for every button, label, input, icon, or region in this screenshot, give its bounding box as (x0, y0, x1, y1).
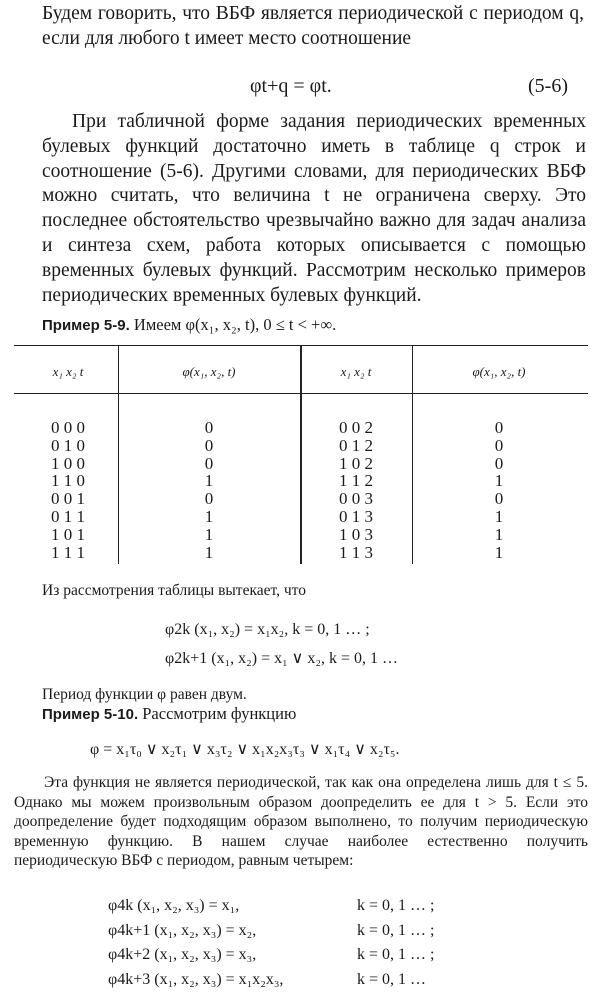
table-cell: 0 (494, 453, 504, 473)
table-cell: 0 1 1 (51, 507, 85, 526)
formula-phi-2k-plus-1: φ2k+1 (x₁, x₂) = x₁ ∨ x₂, k = 0, 1 … (165, 650, 398, 667)
formula-phi-4k-plus-2: φ4k+2 (x₁, x₂, x₃) = x₃, (108, 946, 257, 963)
table-cell: 0 (494, 435, 504, 455)
formula-phi-4k-plus-2-k: k = 0, 1 … ; (357, 946, 435, 963)
table-cell: 0 0 3 (339, 489, 373, 509)
table-cell: 1 (494, 524, 504, 544)
formula-phi-2k: φ2k (x₁, x₂) = x₁x₂, k = 0, 1 … ; (165, 621, 370, 638)
table-cell: 0 (204, 489, 214, 509)
table-cell: 0 (494, 418, 504, 437)
table-cell: 1 0 0 (51, 453, 85, 473)
equation-5-6: φt+q = φt. (250, 75, 332, 97)
example-5-9-heading (42, 315, 336, 335)
extension-paragraph (14, 773, 588, 871)
table-cell: 1 1 1 (51, 542, 85, 562)
table-header-phi-right: φ(x₁, x₂, t) (472, 364, 526, 379)
extension-paragraph-text: Эта функция не является периодической, так как она определена лишь для t ≤ 5. Однако мы можем произвольным образом доопределить ее для t > 5. Если это доопределение будет подходящим образом выполнено, то получим периодическую временную функцию. В нашем случае наиболее естественно получить периодическую ВБФ с периодом, равным четырем: (14, 774, 588, 870)
table-cell: 0 (204, 418, 214, 437)
table-cell: 0 1 3 (339, 507, 373, 526)
formula-phi-4k-plus-3-k: k = 0, 1 … (357, 971, 427, 988)
table-cell: 1 (204, 542, 214, 562)
example-5-9-text: Имеем φ(x₁, x₂, t), 0 ≤ t < +∞. (133, 315, 337, 334)
example-5-9-label: Пример 5-9. (42, 317, 130, 334)
formula-phi-4k-plus-1-k: k = 0, 1 … ; (357, 922, 435, 939)
example-5-10-text: Рассмотрим функцию (142, 704, 297, 723)
table-cell: 1 (204, 471, 214, 491)
table-cell: 0 0 1 (51, 489, 85, 509)
table-cell: 1 1 3 (339, 542, 373, 562)
table-header-phi-left: φ(x₁, x₂, t) (182, 364, 236, 379)
example-5-10-heading (42, 704, 296, 724)
periodic-paragraph-text: При табличной форме задания периодических временных булевых функций достаточно иметь в таблице q строк и соотношение (5-6). Другими словами, для периодических ВБФ можно считать, что величина t не ограничена сверху. Это последнее обстоятельство чрезвычайно важно для задач анализа и синтеза схем, работа которых описывается с помощью временных булевых функций. Рассмотрим несколько примеров периодических временных булевых функций. (42, 111, 586, 306)
table-cell: 1 0 1 (51, 524, 85, 544)
table-cell: 1 (494, 507, 504, 526)
formula-phi-4k-k: k = 0, 1 … ; (357, 897, 435, 914)
table-cell: 1 (204, 507, 214, 526)
table-cell: 0 (204, 435, 214, 455)
table-cell: 0 1 2 (339, 435, 373, 455)
table-cell: 1 (494, 471, 504, 491)
phi-definition: φ = x₁τ₀ ∨ x₂τ₁ ∨ x₃τ₂ ∨ x₁x₂x₃τ₃ ∨ x₁τ₄ ∨ x₂τ₅. (90, 741, 400, 758)
table-cell: 1 1 2 (339, 471, 373, 491)
intro-paragraph: Будем говорить, что ВБФ является периодической с периодом q, если для любого t имеет место соотношение (42, 3, 584, 49)
table-cell: 1 0 2 (339, 453, 373, 473)
period-text: Период функции φ равен двум. (42, 686, 247, 703)
table-divider-3 (412, 346, 413, 564)
table-header-args-right: x₁ x₂ t (340, 364, 372, 379)
formula-phi-4k-plus-3: φ4k+3 (x₁, x₂, x₃) = x₁x₂x₃, (108, 971, 284, 988)
table-header-args-left: x₁ x₂ t (52, 364, 84, 379)
table-cell: 0 (494, 489, 504, 509)
table-cell: 0 0 2 (339, 418, 373, 437)
table-cell: 1 (494, 542, 504, 562)
table-cell: 0 1 0 (51, 435, 85, 455)
table-cell: 1 0 3 (339, 524, 373, 544)
formula-phi-4k: φ4k (x₁, x₂, x₃) = x₁, (108, 897, 240, 914)
table-cell: 1 1 0 (51, 471, 85, 491)
table-cell: 1 (204, 524, 214, 544)
table-cell: 0 0 0 (51, 418, 85, 437)
example-5-10-label: Пример 5-10. (42, 706, 139, 723)
formula-phi-4k-plus-1: φ4k+1 (x₁, x₂, x₃) = x₂, (108, 922, 257, 939)
periodic-paragraph (42, 110, 586, 308)
table-cell: 0 (204, 453, 214, 473)
conclusion-text: Из рассмотрения таблицы вытекает, что (42, 582, 306, 599)
equation-number: (5-6) (528, 75, 568, 97)
table-divider-1 (118, 346, 119, 564)
